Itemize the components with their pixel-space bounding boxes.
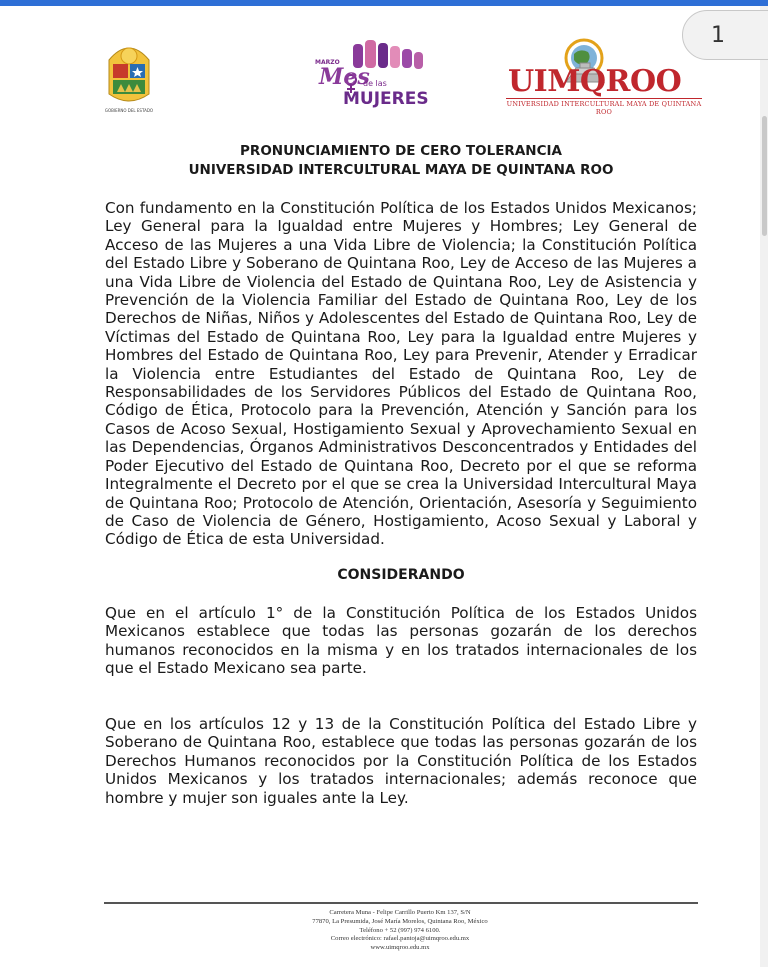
state-logo-caption: GOBIERNO DEL ESTADO	[104, 108, 154, 113]
campaign-top-text: MARZO	[315, 59, 340, 66]
campaign-small-text: de las	[363, 79, 387, 88]
university-logo	[506, 36, 702, 116]
campaign-logo	[313, 40, 438, 108]
considerando-paragraph-2: Que en los artículos 12 y 13 de la Constitución Política del Estado Libre y Soberano de Quintana Roo, establece que todas las personas gozarán de los Derechos Humanos reconocidos por la Constitución Política de los Estados Unidos Mexicanos y los tratados internacionales; además reconoce que hombre y mujer son iguales ante la Ley.	[105, 715, 697, 807]
considerando-paragraph-1: Que en el artículo 1° de la Constitución Política de los Estados Unidos Mexicanos establece que todas las personas gozarán de los derechos humanos reconocidos en la misma y en los tratados internacionales de los que el Estado Mexicano sea parte.	[105, 604, 697, 678]
footer-email: Correo electrónico: rafael.pantoja@uimqroo.edu.mx	[330, 935, 470, 943]
university-logo-text: UIMQROO	[508, 64, 682, 99]
footer-divider	[104, 902, 698, 904]
raised-fists-icon	[313, 40, 438, 108]
campaign-script-text: Mes	[319, 64, 370, 90]
page-number: 1	[711, 23, 725, 48]
university-logo-subtitle: UNIVERSIDAD INTERCULTURAL MAYA DE QUINTANA ROO	[506, 100, 702, 116]
document-title-line2: UNIVERSIDAD INTERCULTURAL MAYA DE QUINTANA ROO	[188, 162, 614, 178]
state-shield-icon	[103, 42, 155, 108]
footer-line: 77870, La Presumida, José María Morelos, Quintana Roo, México	[312, 917, 488, 925]
campaign-big-text: MUJERES	[343, 89, 429, 108]
document-title-line1: PRONUNCIAMIENTO DE CERO TOLERANCIA	[240, 143, 562, 159]
footer-line: Teléfono + 52 (997) 974 6100.	[359, 926, 441, 934]
considerando-heading: CONSIDERANDO	[337, 567, 465, 583]
footer-address	[200, 909, 600, 953]
scrollbar-thumb[interactable]	[762, 116, 767, 236]
footer-line: Carretera Muna - Felipe Carrillo Puerto Km 137, S/N	[329, 909, 471, 916]
viewer-top-bar	[0, 0, 768, 6]
scrollbar[interactable]	[760, 6, 768, 967]
legal-basis-paragraph: Con fundamento en la Constitución Política de los Estados Unidos Mexicanos; Ley General para la Igualdad entre Mujeres y Hombres; Ley General de Acceso de las Mujeres a una Vida Libre de Violencia; la Constitución Política del Estado Libre y Soberano de Quintana Roo, Ley de Acceso de las Mujeres a una Vida Libre de Violencia del Estado de Quintana Roo, Ley de Asistencia y Prevención de la Violencia Familiar del Estado de Quintana Roo, Ley de los Derechos de Niñas, Niños y Adolescentes del Estado de Quintana Roo, Ley de Víctimas del Estado de Quintana Roo, Ley para la Igualdad entre Mujeres y Hombres del Estado de Quintana Roo, Ley para Prevenir, Atender y Erradicar la Violencia entre Estudiantes del Estado de Quintana Roo, Ley de Responsabilidades de los Servidores Públicos del Estado de Quintana Roo, Código de Ética, Protocolo para la Prevención, Atención y Sanción para los Casos de Acoso Sexual, Hostigamiento Sexual y Aprovechamiento Sexual en las Dependencias, Órganos Administrativos Desconcentrados y Entidades del Poder Ejecutivo del Estado de Quintana Roo, Decreto por el que se reforma Integralmente el Decreto por el que se crea la Universidad Intercultural Maya de Quintana Roo; Protocolo de Atención, Orientación, Asesoría y Seguimiento de Caso de Violencia de Género, Hostigamiento, Acoso Sexual y Laboral y Código de Ética de esta Universidad.	[105, 199, 697, 549]
footer-website: www.uimqroo.edu.mx	[370, 944, 430, 952]
state-government-logo	[103, 42, 155, 118]
